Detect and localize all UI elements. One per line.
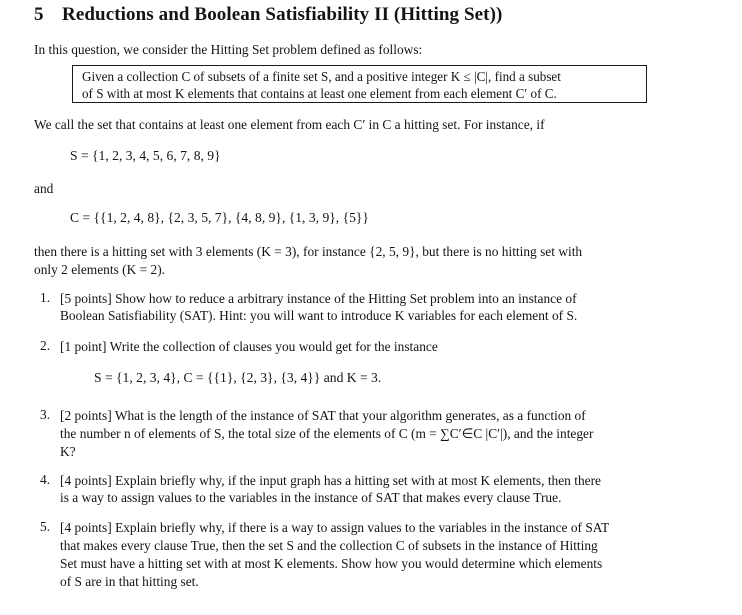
instance-formula: S = {1, 2, 3, 4}, C = {{1}, {2, 3}, {3, 4}} and K = 3. bbox=[94, 370, 382, 385]
item-points: [4 points] bbox=[60, 520, 112, 535]
item-line: Explain briefly why, if the input graph has a hitting set with at most K elements, then there bbox=[115, 473, 601, 488]
item-number: 1. bbox=[40, 290, 51, 305]
hitting-set-definition: We call the set that contains at least one element from each C′ in C a hitting set. For instance, if bbox=[34, 117, 545, 132]
question-item-4 bbox=[60, 472, 601, 489]
question-item-3 bbox=[60, 407, 586, 424]
item-points: [2 points] bbox=[60, 408, 112, 423]
item-points: [5 points] bbox=[60, 291, 112, 306]
section-heading bbox=[34, 4, 502, 26]
item-line: Explain briefly why, if there is a way to assign values to the variables in the instance of SAT bbox=[115, 520, 610, 535]
item-line: Boolean Satisfiability (SAT). Hint: you will want to introduce K variables for each element of S. bbox=[60, 308, 578, 323]
item-line: of S are in that hitting set. bbox=[60, 574, 199, 589]
item-number: 2. bbox=[40, 338, 51, 353]
item-line: Write the collection of clauses you would get for the instance bbox=[109, 339, 438, 354]
definition-line-2: of S with at most K elements that contains at least one element from each element C′ of C. bbox=[82, 86, 557, 101]
item-line: is a way to assign values to the variables in the instance of SAT that makes every clause True. bbox=[60, 490, 562, 505]
question-item-5 bbox=[60, 519, 609, 536]
item-line: Show how to reduce a arbitrary instance of the Hitting Set problem into an instance of bbox=[115, 291, 577, 306]
item-line: K? bbox=[60, 444, 76, 459]
example-result-line-1: then there is a hitting set with 3 elements (K = 3), for instance {2, 5, 9}, but there is no hitting set with bbox=[34, 244, 583, 259]
section-title: Reductions and Boolean Satisfiability II (Hitting Set)) bbox=[62, 4, 503, 25]
item-number: 4. bbox=[40, 472, 51, 487]
and-connector: and bbox=[34, 181, 54, 196]
section-number: 5 bbox=[34, 4, 44, 25]
example-collection-C: C = {{1, 2, 4, 8}, {2, 3, 5, 7}, {4, 8, 9}, {1, 3, 9}, {5}} bbox=[70, 210, 369, 225]
question-item-2 bbox=[60, 338, 438, 355]
item-number: 3. bbox=[40, 407, 51, 422]
example-set-S: S = {1, 2, 3, 4, 5, 6, 7, 8, 9} bbox=[70, 148, 221, 163]
definition-line-1: Given a collection C of subsets of a finite set S, and a positive integer K ≤ |C|, find a subset bbox=[82, 69, 561, 84]
item-line: What is the length of the instance of SAT that your algorithm generates, as a function of bbox=[114, 408, 586, 423]
intro-paragraph: In this question, we consider the Hitting Set problem defined as follows: bbox=[34, 42, 423, 57]
item-number: 5. bbox=[40, 519, 51, 534]
item-points: [4 points] bbox=[60, 473, 112, 488]
question-item-1 bbox=[60, 290, 577, 307]
example-result-line-2: only 2 elements (K = 2). bbox=[34, 262, 166, 277]
item-line: Set must have a hitting set with at most K elements. Show how you would determine which elements bbox=[60, 556, 603, 571]
problem-definition-box bbox=[72, 65, 647, 103]
item-points: [1 point] bbox=[60, 339, 107, 354]
item-line: the number n of elements of S, the total size of the elements of C (m = ∑C′∈C |C′|), and the integer bbox=[60, 426, 594, 441]
item-line: that makes every clause True, then the set S and the collection C of subsets in the instance of Hitting bbox=[60, 538, 598, 553]
